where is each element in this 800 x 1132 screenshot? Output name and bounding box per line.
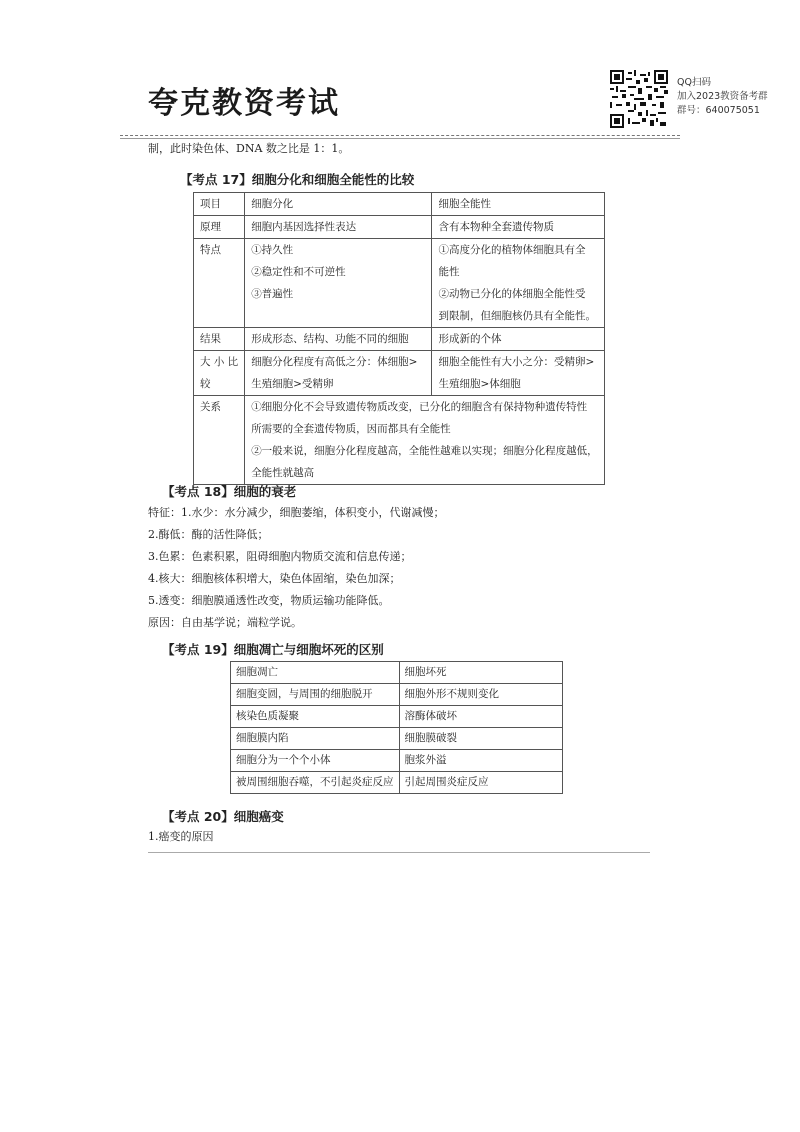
table-cell: 溶酶体破坏 [399,706,563,728]
table-cell: 细胞膜内陷 [231,728,400,750]
table-cell: 胞浆外溢 [399,750,563,772]
qr-caption [677,76,768,118]
table-cell: 关系 [194,396,245,485]
table-row [194,193,605,216]
section-20-title: 【考点 20】细胞癌变 [162,809,284,824]
paragraph-line: 特征：1.水少：水分减少，细胞萎缩，体积变小，代谢减慢； [148,506,445,519]
table-row [194,351,605,396]
table-cell: 特点 [194,239,245,328]
table-cell: 被周围细胞吞噬，不引起炎症反应 [231,772,400,794]
table-row [194,328,605,351]
table-cell: 细胞凋亡 [231,662,400,684]
table-cell: 细胞分化 [245,193,432,216]
section-18-title: 【考点 18】细胞的衰老 [162,484,297,499]
table-cell: 引起周围炎症反应 [399,772,563,794]
table-row [194,396,605,485]
table-cell: 核染色质凝聚 [231,706,400,728]
section-19-title: 【考点 19】细胞凋亡与细胞坏死的区别 [162,642,384,657]
table-cell: ①持久性 ②稳定性和不可逆性 ③普遍性 [245,239,432,328]
table-cell: 细胞分为一个个小体 [231,750,400,772]
table-cell: 含有本物种全套遗传物质 [432,216,604,239]
table-cell: 结果 [194,328,245,351]
paragraph-line: 4.核大：细胞核体积增大，染色体固缩，染色加深； [148,572,401,585]
table-row [231,728,563,750]
qr-caption-line: QQ扫码 [677,77,711,88]
table-cell: 形成新的个体 [432,328,604,351]
qr-caption-line: 群号：640075051 [677,105,760,116]
table-row [231,772,563,794]
qr-code-icon[interactable] [610,70,668,128]
table-cell: 原理 [194,216,245,239]
table-cell: 细胞膜破裂 [399,728,563,750]
section-17-title: 【考点 17】细胞分化和细胞全能性的比较 [180,172,415,187]
table-row [231,750,563,772]
paragraph-line: 1.癌变的原因 [148,830,214,843]
paragraph-line: 3.色累：色素积累，阻碍细胞内物质交流和信息传递； [148,550,412,563]
table-cell: 细胞全能性 [432,193,604,216]
table-cell: 细胞外形不规则变化 [399,684,563,706]
differentiation-table [193,192,605,485]
footer-divider [148,852,650,853]
paragraph-line: 2.酶低：酶的活性降低； [148,528,269,541]
qr-caption-line: 加入2023教资备考群 [677,91,768,102]
table-cell: 形成形态、结构、功能不同的细胞 [245,328,432,351]
header-divider [120,138,680,139]
table-cell: 细胞全能性有大小之分：受精卵> 生殖细胞>体细胞 [432,351,604,396]
table-row [231,662,563,684]
table-row [194,216,605,239]
table-cell: 细胞变圆，与周围的细胞脱开 [231,684,400,706]
table-cell: 细胞分化程度有高低之分：体细胞> 生殖细胞>受精卵 [245,351,432,396]
paragraph-line: 原因：自由基学说；端粒学说。 [148,616,302,629]
table-cell: 细胞内基因选择性表达 [245,216,432,239]
paragraph-line: 5.透变：细胞膜通透性改变，物质运输功能降低。 [148,594,390,607]
table-row [231,706,563,728]
table-cell: 细胞坏死 [399,662,563,684]
table-row [231,684,563,706]
table-cell: ①细胞分化不会导致遗传物质改变，已分化的细胞含有保持物种遗传特性 所需要的全套遗传物质，因而都具有全能性 ②一般来说，细胞分化程度越高，全能性越难以实现；细胞分化程度越低， 全能性就越高 [245,396,605,485]
brand-logo: 夸克教资考试 [148,86,340,121]
intro-line: 制，此时染色体、DNA 数之比是 1：1。 [148,142,350,155]
table-cell: 项目 [194,193,245,216]
table-cell: ①高度分化的植物体细胞具有全 能性 ②动物已分化的体细胞全能性受 到限制，但细胞核仍具有全能性。 [432,239,604,328]
table-row [194,239,605,328]
apoptosis-table [230,661,563,794]
header-divider [120,135,680,136]
table-cell: 大 小 比 较 [194,351,245,396]
